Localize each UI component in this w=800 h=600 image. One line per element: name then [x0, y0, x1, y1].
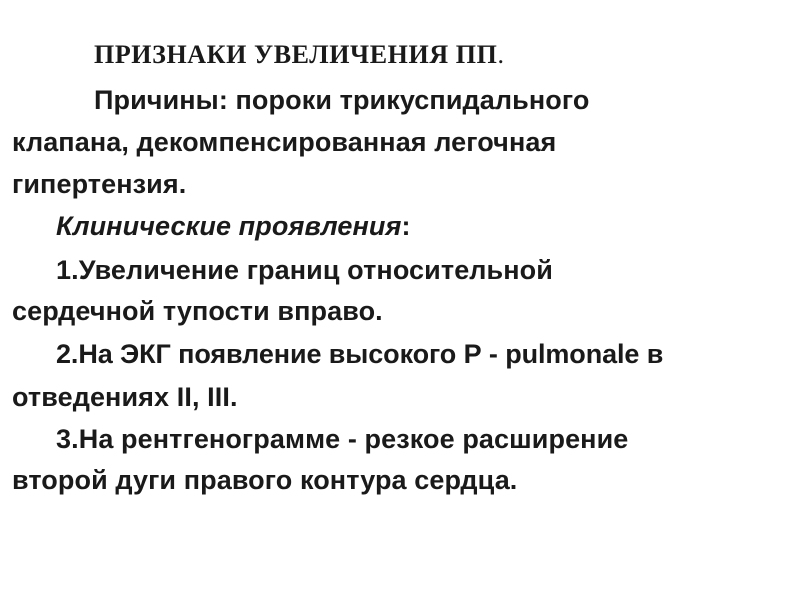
clinical-heading — [56, 209, 411, 243]
clinical-item-2-line-2: отведениях II, III. — [12, 382, 238, 412]
causes-line-1: Причины: пороки трикуспидального — [94, 85, 590, 115]
clinical-item-3-line-2: второй дуги правого контура сердца. — [12, 465, 518, 495]
clinical-item-1-line-1: 1.Увеличение границ относительной — [56, 255, 553, 285]
clinical-item-1-line-2: сердечной тупости вправо. — [12, 296, 383, 326]
slide-title — [94, 38, 505, 72]
causes-line-3: гипертензия. — [12, 169, 187, 199]
clinical-heading-text: Клинические проявления — [56, 211, 402, 241]
causes-line-2: клапана, декомпенсированная легочная — [12, 127, 557, 157]
slide-title-text: ПРИЗНАКИ УВЕЛИЧЕНИЯ ПП — [94, 40, 498, 69]
clinical-item-3-line-1: 3.На рентгенограмме - резкое расширение — [56, 424, 629, 454]
slide-title-dot: . — [497, 40, 505, 69]
clinical-heading-colon: : — [401, 211, 411, 241]
clinical-item-2-line-1: 2.На ЭКГ появление высокого Р - pulmonale в — [56, 339, 664, 369]
